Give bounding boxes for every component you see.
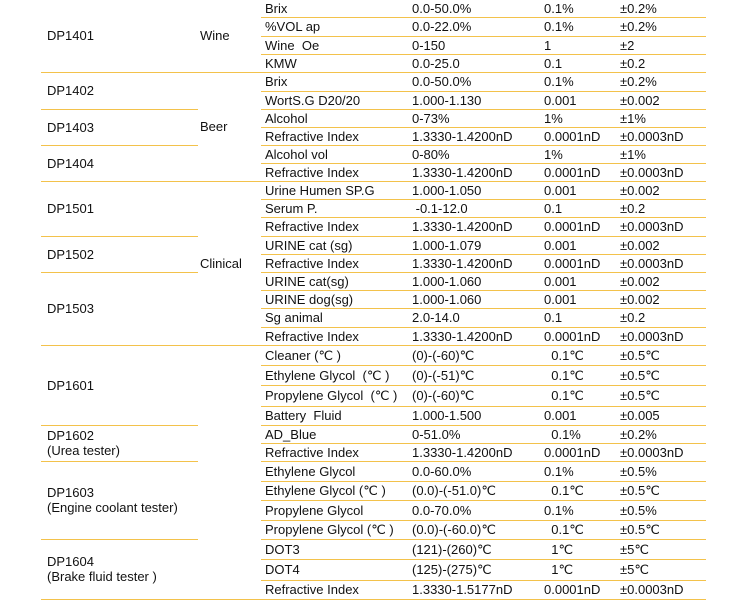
range-cell: 0.0-50.0% <box>412 72 544 91</box>
range-cell: 1.3330-1.4200nD <box>412 327 544 345</box>
resolution-cell: 0.1% <box>544 17 620 36</box>
range-cell: 1.000-1.130 <box>412 91 544 109</box>
model-cell <box>41 345 198 425</box>
range-cell: 1.000-1.500 <box>412 406 544 425</box>
category-cell <box>198 345 261 599</box>
resolution-cell: 0.0001nD <box>544 217 620 236</box>
accuracy-cell: ±5℃ <box>620 539 706 559</box>
accuracy-cell: ±0.002 <box>620 272 706 290</box>
range-cell: 0.0-50.0% <box>412 0 544 17</box>
category-cell: Wine <box>198 0 261 72</box>
parameter-cell: Refractive Index <box>261 163 412 181</box>
table-row <box>41 181 706 199</box>
accuracy-cell: ±0.5℃ <box>620 481 706 500</box>
resolution-cell: 0.001 <box>544 290 620 308</box>
accuracy-cell: ±0.0003nD <box>620 580 706 599</box>
range-cell: 1.3330-1.4200nD <box>412 254 544 272</box>
accuracy-cell: ±0.2 <box>620 199 706 217</box>
resolution-cell: 0.1 <box>544 199 620 217</box>
parameter-cell: Alcohol <box>261 109 412 127</box>
parameter-cell: Sg animal <box>261 308 412 327</box>
accuracy-cell: ±0.5% <box>620 500 706 520</box>
accuracy-cell: ±1% <box>620 109 706 127</box>
range-cell: 1.000-1.060 <box>412 290 544 308</box>
accuracy-cell: ±0.0003nD <box>620 163 706 181</box>
resolution-cell: 0.0001nD <box>544 580 620 599</box>
table-row <box>41 539 706 559</box>
resolution-cell: 0.1℃ <box>544 520 620 539</box>
resolution-cell: 1 <box>544 36 620 54</box>
accuracy-cell: ±0.0003nD <box>620 217 706 236</box>
range-cell: (0.0)-(-51.0)℃ <box>412 481 544 500</box>
model-number: DP1603 <box>47 485 94 500</box>
parameter-cell: Serum P. <box>261 199 412 217</box>
table-row <box>41 109 706 127</box>
model-number: DP1501 <box>47 201 94 216</box>
parameter-cell: Propylene Glycol (℃ ) <box>261 385 412 406</box>
accuracy-cell: ±5℃ <box>620 559 706 580</box>
accuracy-cell: ±0.2 <box>620 308 706 327</box>
table-row <box>41 0 706 17</box>
parameter-cell: DOT3 <box>261 539 412 559</box>
accuracy-cell: ±0.005 <box>620 406 706 425</box>
range-cell: 0.0-60.0% <box>412 461 544 481</box>
parameter-cell: Urine Humen SP.G <box>261 181 412 199</box>
table-row <box>41 236 706 254</box>
model-cell <box>41 72 198 109</box>
model-cell <box>41 109 198 145</box>
model-number: DP1403 <box>47 119 94 135</box>
range-cell: 0.0-25.0 <box>412 54 544 72</box>
resolution-cell: 0.1 <box>544 54 620 72</box>
parameter-cell: Cleaner (℃ ) <box>261 345 412 365</box>
table-row <box>41 425 706 443</box>
parameter-cell: Propylene Glycol <box>261 500 412 520</box>
parameter-cell: KMW <box>261 54 412 72</box>
parameter-cell: Propylene Glycol (℃ ) <box>261 520 412 539</box>
parameter-cell: Ethylene Glycol (℃ ) <box>261 481 412 500</box>
range-cell: 0-150 <box>412 36 544 54</box>
table-row <box>41 461 706 481</box>
accuracy-cell: ±0.0003nD <box>620 254 706 272</box>
model-cell <box>41 272 198 345</box>
parameter-cell: DOT4 <box>261 559 412 580</box>
model-number: DP1604 <box>47 554 94 569</box>
resolution-cell: 0.001 <box>544 91 620 109</box>
accuracy-cell: ±0.5℃ <box>620 365 706 385</box>
range-cell: 1.3330-1.4200nD <box>412 127 544 145</box>
model-cell <box>41 425 198 461</box>
model-cell <box>41 236 198 272</box>
parameter-cell: URINE cat (sg) <box>261 236 412 254</box>
range-cell: (0)-(-51)℃ <box>412 365 544 385</box>
range-cell: -0.1-12.0 <box>412 199 544 217</box>
range-cell: 1.3330-1.4200nD <box>412 163 544 181</box>
parameter-cell: Refractive Index <box>261 327 412 345</box>
parameter-cell: Refractive Index <box>261 127 412 145</box>
table-row <box>41 145 706 163</box>
model-description: (Brake fluid tester ) <box>47 569 157 584</box>
accuracy-cell: ±0.0003nD <box>620 327 706 345</box>
resolution-cell: 0.1℃ <box>544 481 620 500</box>
spec-table <box>41 0 706 600</box>
accuracy-cell: ±0.0003nD <box>620 443 706 461</box>
parameter-cell: Refractive Index <box>261 443 412 461</box>
parameter-cell: Battery Fluid <box>261 406 412 425</box>
model-cell <box>41 539 198 599</box>
model-number: DP1401 <box>47 28 94 44</box>
range-cell: 1.3330-1.4200nD <box>412 217 544 236</box>
resolution-cell: 1% <box>544 109 620 127</box>
accuracy-cell: ±0.5℃ <box>620 385 706 406</box>
category-cell: Beer <box>198 72 261 181</box>
parameter-cell: URINE dog(sg) <box>261 290 412 308</box>
parameter-cell: Ethylene Glycol <box>261 461 412 481</box>
parameter-cell: Refractive Index <box>261 217 412 236</box>
resolution-cell: 1℃ <box>544 559 620 580</box>
model-number: DP1402 <box>47 83 94 98</box>
parameter-cell: Alcohol vol <box>261 145 412 163</box>
parameter-cell: Brix <box>261 0 412 17</box>
resolution-cell: 0.1℃ <box>544 385 620 406</box>
range-cell: 1.000-1.079 <box>412 236 544 254</box>
category-cell: Clinical <box>198 181 261 345</box>
accuracy-cell: ±0.2 <box>620 54 706 72</box>
resolution-cell: 0.1% <box>544 72 620 91</box>
table-row <box>41 345 706 365</box>
range-cell: 0.0-70.0% <box>412 500 544 520</box>
range-cell: 1.3330-1.4200nD <box>412 443 544 461</box>
accuracy-cell: ±0.2% <box>620 72 706 91</box>
parameter-cell: WortS.G D20/20 <box>261 91 412 109</box>
resolution-cell: 0.001 <box>544 406 620 425</box>
resolution-cell: 0.001 <box>544 272 620 290</box>
accuracy-cell: ±0.002 <box>620 181 706 199</box>
parameter-cell: %VOL ap <box>261 17 412 36</box>
accuracy-cell: ±2 <box>620 36 706 54</box>
range-cell: (0)-(-60)℃ <box>412 345 544 365</box>
model-number: DP1601 <box>47 377 94 393</box>
range-cell: (121)-(260)℃ <box>412 539 544 559</box>
accuracy-cell: ±0.5% <box>620 461 706 481</box>
resolution-cell: 1% <box>544 145 620 163</box>
model-number: DP1404 <box>47 155 94 171</box>
model-number: DP1502 <box>47 246 94 262</box>
range-cell: 0-80% <box>412 145 544 163</box>
model-number: DP1602 <box>47 428 94 443</box>
accuracy-cell: ±0.5℃ <box>620 520 706 539</box>
accuracy-cell: ±0.002 <box>620 236 706 254</box>
range-cell: 2.0-14.0 <box>412 308 544 327</box>
resolution-cell: 0.001 <box>544 236 620 254</box>
model-description: (Engine coolant tester) <box>47 500 178 515</box>
resolution-cell: 0.0001nD <box>544 327 620 345</box>
model-cell <box>41 0 198 72</box>
resolution-cell: 0.1% <box>544 425 620 443</box>
parameter-cell: Refractive Index <box>261 254 412 272</box>
accuracy-cell: ±0.0003nD <box>620 127 706 145</box>
resolution-cell: 0.1℃ <box>544 345 620 365</box>
resolution-cell: 0.1 <box>544 308 620 327</box>
range-cell: 1.000-1.050 <box>412 181 544 199</box>
resolution-cell: 0.0001nD <box>544 163 620 181</box>
table-row <box>41 272 706 290</box>
accuracy-cell: ±1% <box>620 145 706 163</box>
parameter-cell: Wine Oe <box>261 36 412 54</box>
model-description: (Urea tester) <box>47 443 120 458</box>
resolution-cell: 0.0001nD <box>544 443 620 461</box>
model-number: DP1503 <box>47 301 94 316</box>
spec-table-body <box>41 0 706 599</box>
range-cell: (0.0)-(-60.0)℃ <box>412 520 544 539</box>
resolution-cell: 0.1% <box>544 0 620 17</box>
model-cell <box>41 145 198 181</box>
resolution-cell: 0.1℃ <box>544 365 620 385</box>
range-cell: 0.0-22.0% <box>412 17 544 36</box>
accuracy-cell: ±0.002 <box>620 290 706 308</box>
range-cell: (125)-(275)℃ <box>412 559 544 580</box>
parameter-cell: Brix <box>261 72 412 91</box>
range-cell: 0-51.0% <box>412 425 544 443</box>
model-cell <box>41 181 198 236</box>
range-cell: 0-73% <box>412 109 544 127</box>
resolution-cell: 0.0001nD <box>544 127 620 145</box>
parameter-cell: URINE cat(sg) <box>261 272 412 290</box>
resolution-cell: 0.001 <box>544 181 620 199</box>
accuracy-cell: ±0.2% <box>620 425 706 443</box>
range-cell: 1.000-1.060 <box>412 272 544 290</box>
parameter-cell: Refractive Index <box>261 580 412 599</box>
resolution-cell: 0.1% <box>544 461 620 481</box>
resolution-cell: 0.0001nD <box>544 254 620 272</box>
resolution-cell: 0.1% <box>544 500 620 520</box>
accuracy-cell: ±0.2% <box>620 0 706 17</box>
range-cell: 1.3330-1.5177nD <box>412 580 544 599</box>
accuracy-cell: ±0.2% <box>620 17 706 36</box>
parameter-cell: Ethylene Glycol (℃ ) <box>261 365 412 385</box>
table-row <box>41 72 706 91</box>
resolution-cell: 1℃ <box>544 539 620 559</box>
parameter-cell: AD_Blue <box>261 425 412 443</box>
accuracy-cell: ±0.002 <box>620 91 706 109</box>
accuracy-cell: ±0.5℃ <box>620 345 706 365</box>
range-cell: (0)-(-60)℃ <box>412 385 544 406</box>
model-cell <box>41 461 198 539</box>
